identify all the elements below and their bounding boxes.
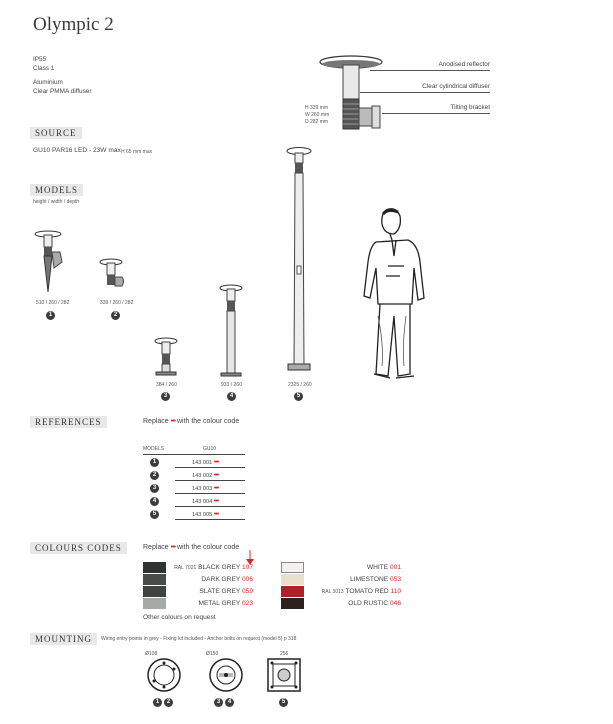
- colour-code: 006: [241, 576, 253, 583]
- mount-base-round-small: [146, 657, 182, 693]
- section-mounting: MOUNTING: [30, 633, 97, 645]
- colour-label: OLD RUSTIC: [348, 600, 389, 607]
- references-dots: •••: [170, 418, 175, 425]
- callout-diffuser: Clear cylindrical diffuser: [422, 83, 490, 90]
- model-2-badge: 2: [111, 311, 120, 320]
- colour-code: 046: [389, 600, 401, 607]
- swatch-metal-grey: [143, 598, 166, 609]
- models-subheading: height / width / depth: [33, 199, 80, 205]
- source-lamp: GU10 PAR16 LED - 23W max: [33, 147, 121, 154]
- model-2-dims: 339 / 260 / 282: [100, 300, 134, 306]
- callout-bracket: Tilting bracket: [450, 104, 490, 111]
- callout-reflector: Anodised reflector: [438, 61, 490, 68]
- mount-base-square: [266, 657, 302, 693]
- colour-code: 001: [389, 564, 401, 571]
- swatch-tomato-red: [281, 586, 304, 597]
- colour-metal-grey: [198, 600, 253, 607]
- model-5-dims: 2325 / 260: [288, 382, 312, 388]
- colour-label: LIMESTONE: [350, 576, 389, 583]
- model-1-drawing: [32, 230, 70, 294]
- colour-label: DARK GREY: [201, 576, 241, 583]
- references-replace-word: Replace: [143, 418, 169, 425]
- mount-size-square: 256: [280, 651, 289, 657]
- colour-limestone: [350, 576, 401, 583]
- model-4-badge: 4: [227, 392, 236, 401]
- spec-block: [33, 56, 91, 96]
- swatch-black-grey: [143, 562, 166, 573]
- spec-diffuser: Clear PMMA diffuser: [33, 87, 92, 95]
- ref-code: 143 002: [192, 473, 213, 479]
- swatch-limestone: [281, 574, 304, 585]
- swatch-old-rustic: [281, 598, 304, 609]
- model-2-drawing: [98, 258, 128, 292]
- ref-row-5: [175, 508, 245, 520]
- ref-row-4-badge: 4: [150, 497, 159, 506]
- colour-white: [367, 564, 401, 571]
- ref-code: 143 003: [192, 486, 213, 492]
- ref-code: 143 004: [192, 499, 213, 505]
- spec-material: Aluminium: [33, 79, 63, 86]
- ref-code: 143 001: [192, 460, 213, 466]
- swatch-slate-grey: [143, 586, 166, 597]
- section-models: MODELS: [30, 184, 83, 196]
- mount-badge-2: 2: [164, 698, 173, 707]
- ref-dots: •••: [213, 485, 219, 492]
- colour-label: TOMATO RED: [345, 588, 389, 595]
- colours-dots: •••: [170, 544, 175, 551]
- ref-row-3: [175, 482, 245, 494]
- colour-code: 059: [241, 588, 253, 595]
- ref-dots: •••: [213, 472, 219, 479]
- colour-dark-grey: [201, 576, 253, 583]
- model-3-dims: 384 / 260: [156, 382, 177, 388]
- mount-badge-4: 4: [225, 698, 234, 707]
- model-4-drawing: [216, 284, 246, 378]
- dim-width: W 260 mm: [305, 112, 330, 118]
- model-1-badge: 1: [46, 311, 55, 320]
- colour-tomato-red: [322, 588, 401, 595]
- mount-badge-5: 5: [279, 698, 288, 707]
- swatch-dark-grey: [143, 574, 166, 585]
- ref-col-gu10: GU10: [203, 446, 217, 452]
- colour-label: WHITE: [366, 564, 389, 571]
- ref-row-2-badge: 2: [150, 471, 159, 480]
- callout-line-reflector: [370, 70, 490, 71]
- mount-badge-1: 1: [153, 698, 162, 707]
- colour-code: 053: [389, 576, 401, 583]
- references-instruction: [143, 418, 239, 425]
- mount-diameter-2: Ø150: [206, 651, 219, 657]
- colour-label: METAL GREY: [198, 600, 241, 607]
- ref-header-rule: [143, 454, 245, 455]
- colours-replace-rest: with the colour code: [176, 544, 240, 551]
- ref-row-1: [175, 456, 245, 468]
- mount-base-round-large: [208, 657, 244, 693]
- colour-ral: RAL 7021: [174, 565, 197, 571]
- section-references: REFERENCES: [30, 416, 107, 428]
- colour-code: 023: [241, 600, 253, 607]
- callout-line-diffuser: [360, 92, 490, 93]
- dim-height: H 339 mm: [305, 105, 329, 111]
- product-hero-drawing: [300, 50, 400, 140]
- colour-black-grey: [174, 564, 253, 571]
- colour-code: 110: [390, 588, 401, 595]
- ref-row-4: [175, 495, 245, 507]
- ref-code: 143 005: [192, 512, 213, 518]
- colours-replace-word: Replace: [143, 544, 169, 551]
- ref-dots: •••: [213, 511, 219, 518]
- ref-row-5-badge: 5: [150, 510, 159, 519]
- ref-row-3-badge: 3: [150, 484, 159, 493]
- section-source: SOURCE: [30, 127, 82, 139]
- ref-row-2: [175, 469, 245, 481]
- ref-dots: •••: [213, 498, 219, 505]
- mount-badge-3: 3: [214, 698, 223, 707]
- section-colours: COLOURS CODES: [30, 542, 127, 554]
- mount-diameter-1: Ø108: [145, 651, 158, 657]
- colour-ral: RAL 3013: [321, 589, 344, 595]
- colour-old-rustic: [348, 600, 401, 607]
- colour-code: 107: [241, 564, 253, 571]
- callout-line-bracket: [382, 113, 490, 114]
- colour-label: BLACK GREY: [198, 564, 241, 571]
- colours-other-note: Other colours on request: [143, 614, 216, 621]
- dimensions-block: [305, 105, 329, 126]
- ref-dots: •••: [213, 459, 219, 466]
- model-5-badge: 5: [294, 392, 303, 401]
- mounting-note: Wiring entry points in grey - Fixing kit included - Anchor bolts on request (model 5) p 318: [101, 636, 297, 642]
- dim-depth: D 282 mm: [305, 119, 329, 125]
- page-title: Olympic 2: [33, 14, 114, 35]
- model-4-dims: 933 / 260: [221, 382, 242, 388]
- spec-protection: IP55: [33, 56, 47, 63]
- spec-class: Class 1: [33, 64, 55, 72]
- references-replace-rest: with the colour code: [176, 418, 240, 425]
- model-3-drawing: [152, 337, 180, 377]
- model-5-drawing: [283, 146, 315, 376]
- source-note: H 65 mm max: [121, 149, 153, 155]
- ref-row-1-badge: 1: [150, 458, 159, 467]
- colours-instruction: [143, 544, 239, 551]
- colour-label: SLATE GREY: [199, 588, 241, 595]
- model-3-badge: 3: [161, 392, 170, 401]
- swatch-white: [281, 562, 304, 573]
- human-scale-figure: [348, 206, 438, 386]
- model-1-dims: 510 / 260 / 282: [36, 300, 70, 306]
- ref-col-models: MODELS: [143, 446, 165, 452]
- colour-slate-grey: [199, 588, 253, 595]
